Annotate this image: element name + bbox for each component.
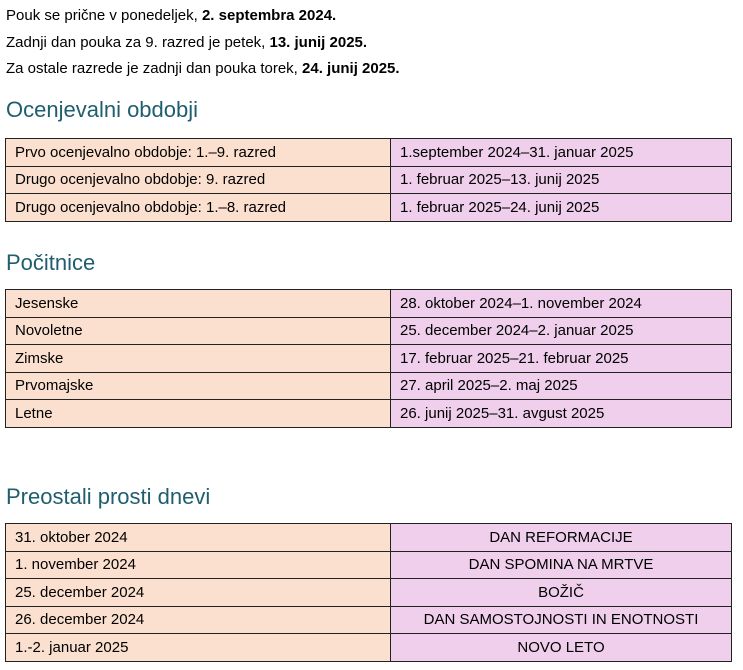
period-dates: 1.september 2024–31. januar 2025 <box>391 139 732 167</box>
period-dates: 1. februar 2025–24. junij 2025 <box>391 194 732 222</box>
table-prosti-dnevi <box>5 523 732 662</box>
holiday-name: Zimske <box>6 345 391 373</box>
intro-line-date: 2. septembra 2024. <box>201 7 337 24</box>
intro-text <box>6 3 400 83</box>
period-dates: 1. februar 2025–13. junij 2025 <box>391 166 732 194</box>
holiday-dates: 25. december 2024–2. januar 2025 <box>391 317 732 345</box>
day-date: 31. oktober 2024 <box>6 524 391 552</box>
table-row <box>6 194 732 222</box>
day-date: 25. december 2024 <box>6 579 391 607</box>
period-name: Prvo ocenjevalno obdobje: 1.–9. razred <box>6 139 391 167</box>
holiday-name: Prvomajske <box>6 372 391 400</box>
table-ocenjevalni <box>5 138 732 222</box>
intro-line-text: Za ostale razrede je zadnji dan pouka torek, <box>6 60 303 77</box>
table-row <box>6 400 732 428</box>
holiday-dates: 26. junij 2025–31. avgust 2025 <box>391 400 732 428</box>
intro-line-date: 24. junij 2025. <box>302 60 400 77</box>
holiday-dates: 27. april 2025–2. maj 2025 <box>391 372 732 400</box>
intro-line-date: 13. junij 2025. <box>269 33 368 51</box>
table-row <box>6 551 732 579</box>
day-date: 1. november 2024 <box>6 551 391 579</box>
holiday-dates: 17. februar 2025–21. februar 2025 <box>391 345 732 373</box>
table-row <box>6 317 732 345</box>
day-name: DAN SPOMINA NA MRTVE <box>391 551 732 579</box>
table-pocitnice <box>5 289 732 428</box>
intro-line <box>6 30 400 57</box>
intro-line-text: Pouk se prične v ponedeljek, <box>6 7 202 24</box>
table-row <box>6 606 732 634</box>
holiday-dates: 28. oktober 2024–1. november 2024 <box>391 290 732 318</box>
day-name: DAN REFORMACIJE <box>391 524 732 552</box>
holiday-name: Letne <box>6 400 391 428</box>
day-name: DAN SAMOSTOJNOSTI IN ENOTNOSTI <box>391 606 732 634</box>
day-date: 1.-2. januar 2025 <box>6 634 391 662</box>
day-date: 26. december 2024 <box>6 606 391 634</box>
holiday-name: Novoletne <box>6 317 391 345</box>
section-heading-ocenjevalni: Ocenjevalni obdobji <box>6 97 199 122</box>
table-row <box>6 524 732 552</box>
day-name: BOŽIČ <box>391 579 732 607</box>
table-row <box>6 139 732 167</box>
section-heading-prosti-dnevi: Preostali prosti dnevi <box>6 484 211 509</box>
holiday-name: Jesenske <box>6 290 391 318</box>
table-row <box>6 345 732 373</box>
intro-line <box>6 3 400 30</box>
period-name: Drugo ocenjevalno obdobje: 9. razred <box>6 166 391 194</box>
table-row <box>6 579 732 607</box>
period-name: Drugo ocenjevalno obdobje: 1.–8. razred <box>6 194 391 222</box>
table-row <box>6 372 732 400</box>
section-heading-pocitnice: Počitnice <box>6 250 96 275</box>
day-name: NOVO LETO <box>391 634 732 662</box>
intro-line <box>6 56 400 83</box>
table-row <box>6 166 732 194</box>
intro-line-text: Zadnji dan pouka za 9. razred je petek, <box>6 33 270 51</box>
table-row <box>6 634 732 662</box>
table-row <box>6 290 732 318</box>
